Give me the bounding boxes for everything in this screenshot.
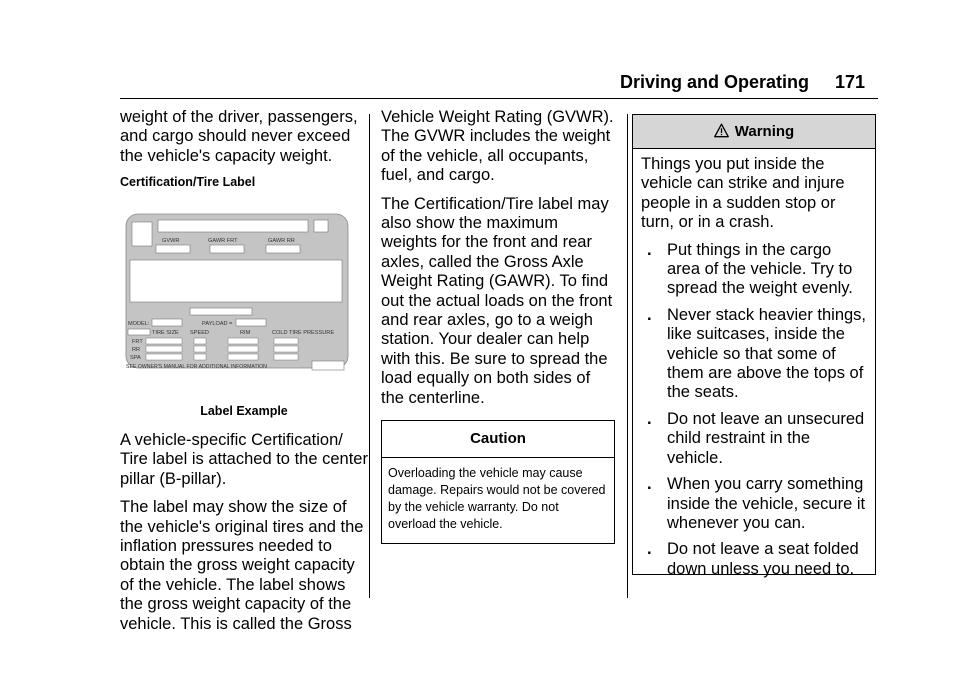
bullet-mark: .: [647, 409, 652, 428]
column-3: [632, 114, 876, 578]
label-gawr-rr: GAWR RR: [268, 238, 295, 245]
figure-caption: Label Example: [200, 403, 288, 418]
warning-bullet-text: Do not leave an unsecured child restraint in the vehicle.: [667, 409, 865, 467]
warning-bullet-list: [641, 241, 867, 580]
page-number: 171: [835, 72, 866, 92]
warning-bullet-text: Put things in the cargo area of the vehicle. Try to spread the weight evenly.: [667, 240, 853, 298]
column-divider-1: [369, 114, 370, 598]
label-cold-tire-pressure: COLD TIRE PRESSURE: [272, 330, 335, 337]
label-spa: SPA: [130, 355, 141, 362]
warning-body: [633, 149, 875, 579]
column-1: [120, 108, 368, 643]
warning-bullet: [641, 475, 867, 533]
column-2: [381, 108, 615, 544]
warning-bullet: [641, 410, 867, 468]
page-header-title: Driving and Operating: [620, 72, 810, 92]
warning-intro: Things you put inside the vehicle can strike and injure people in a sudden stop or turn, or in a crash.: [641, 155, 845, 232]
label-speed: SPEED: [190, 330, 209, 337]
label-payload: PAYLOAD =: [202, 321, 233, 328]
col1-paragraph-1: weight of the driver, passengers, and cargo should never exceed the vehicle's capacity weight.: [120, 108, 358, 165]
caution-title: Caution: [382, 421, 614, 457]
bullet-mark: .: [647, 305, 652, 324]
bullet-mark: .: [647, 240, 652, 259]
label-model: MODEL:: [128, 321, 150, 328]
col1-paragraph-3: The label may show the size of the vehicle's original tires and the inflation pressures needed to obtain the gross weight capacity of the vehicle. The label shows the gross weight capacity of the vehicle. This is called the Gross: [120, 498, 364, 633]
col2-paragraph-1: Vehicle Weight Rating (GVWR). The GVWR includes the weight of the vehicle, all occupants, fuel, and cargo.: [381, 108, 614, 185]
warning-bullet-text: Never stack heavier things, like suitcases, inside the vehicle so that some of them are above the tops of the seats.: [667, 305, 867, 402]
tire-label-figure: [122, 210, 352, 390]
label-gvwr: GVWR: [162, 238, 180, 245]
warning-triangle-icon: [714, 123, 729, 138]
label-rim: RIM: [240, 330, 251, 337]
bullet-mark: .: [647, 475, 652, 494]
label-frt: FRT: [132, 339, 143, 346]
header-rule: [120, 98, 878, 99]
caution-body: Overloading the vehicle may cause damage. Repairs would not be covered by the vehicle warranty. Do not overload the vehicle.: [388, 465, 606, 531]
label-gawr-frt: GAWR FRT: [208, 238, 238, 245]
bullet-mark: .: [647, 540, 652, 559]
section-subhead: Certification/Tire Label: [120, 175, 256, 190]
warning-bullet-text: When you carry something inside the vehicle, secure it whenever you can.: [667, 475, 866, 532]
warning-bullet-text: Do not leave a seat folded down unless you need to.: [667, 540, 859, 578]
col1-paragraph-2: A vehicle-specific Certification/ Tire label is attached to the center pillar (B-pillar).: [120, 431, 368, 488]
warning-title-text: Warning: [734, 123, 795, 140]
label-rr: RR: [132, 347, 141, 354]
warning-bullet: [641, 241, 867, 299]
col2-paragraph-2: The Certification/Tire label may also show the maximum weights for the front and rear axles, called the Gross Axle Weight Rating (GAWR). To find out the actual loads on the front and rear axles, go to a weigh station. Your dealer can help with this. Be sure to spread the load equally on both sides of the centerline.: [381, 194, 613, 407]
label-see-manual: SEE OWNER'S MANUAL FOR ADDITIONAL INFORMATION: [126, 364, 267, 371]
warning-box: [632, 114, 876, 578]
caution-box: [381, 420, 615, 543]
label-tire-size: TIRE SIZE: [152, 330, 179, 337]
warning-bullet: [641, 306, 867, 403]
warning-title: [633, 115, 875, 149]
column-divider-2: [627, 114, 628, 598]
warning-bullet: [641, 540, 867, 579]
